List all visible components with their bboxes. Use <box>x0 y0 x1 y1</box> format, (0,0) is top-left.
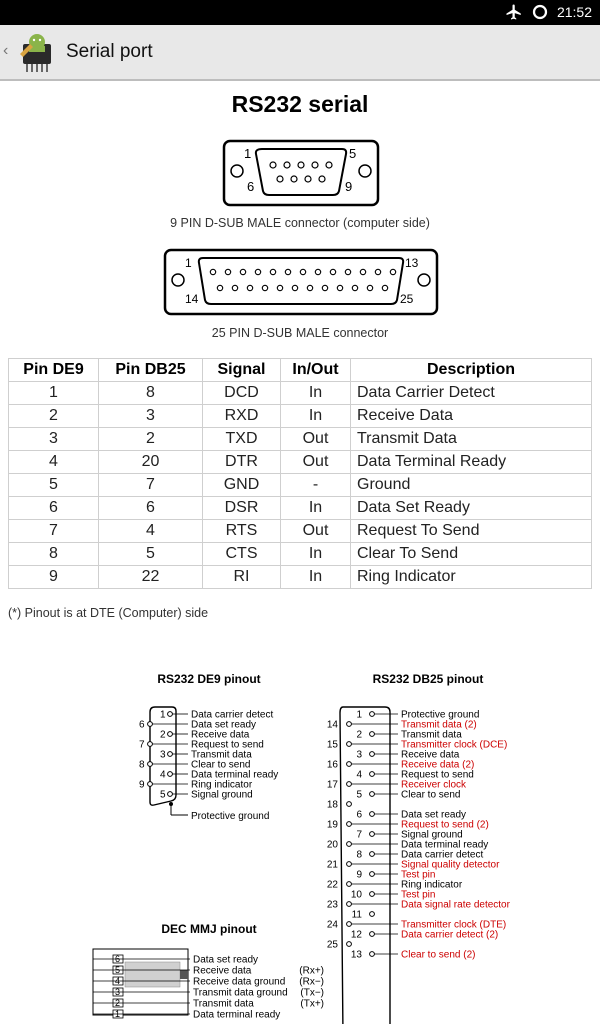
db25-pin-label: Request to send <box>401 769 474 781</box>
cell-in-out: In <box>281 497 351 520</box>
cell-pin-db25: 7 <box>99 474 203 497</box>
db25-pin-label: Transmit data (2) <box>401 719 477 731</box>
back-caret-icon: ‹ <box>3 42 9 59</box>
de9-shield-label: Protective ground <box>191 811 270 822</box>
db25-pin-number: 19 <box>326 819 338 831</box>
mmj-pin-tag: (Tx+) <box>300 998 324 1010</box>
db25-pin-number: 10 <box>350 889 362 901</box>
db25-pin-number: 25 <box>326 939 338 951</box>
db25-pin-dot <box>370 792 375 797</box>
db25-pin-number: 15 <box>326 739 338 751</box>
db25-pin-number: 7 <box>356 829 362 841</box>
cell-signal: DTR <box>203 451 281 474</box>
table-row <box>9 543 592 566</box>
db25-pin-number: 18 <box>326 799 338 811</box>
cell-description: Data Terminal Ready <box>351 451 592 474</box>
db25-pin-number: 20 <box>326 839 338 851</box>
db25-pin-label: Data set ready <box>401 809 467 821</box>
db25-pin-label: Data carrier detect <box>401 849 484 861</box>
mmj-pin-number: 3 <box>115 987 121 997</box>
de9-pin-dot <box>168 712 173 717</box>
mmj-pin-tag: (Rx−) <box>299 976 324 988</box>
cell-signal: RTS <box>203 520 281 543</box>
db25-label-14: 14 <box>185 292 199 306</box>
db25-pin-dot <box>347 722 352 727</box>
de9-pin-label: Signal ground <box>191 789 253 801</box>
cell-signal: RI <box>203 566 281 589</box>
table-row <box>9 428 592 451</box>
db25-pin-dot <box>347 782 352 787</box>
db25-pin-label: Data signal rate detector <box>401 899 510 911</box>
db9-label-5: 5 <box>349 146 357 161</box>
cell-signal: DCD <box>203 382 281 405</box>
db25-pin-label: Clear to send (2) <box>401 949 476 961</box>
mmj-pin-label: Receive data ground <box>193 976 286 988</box>
cell-signal: DSR <box>203 497 281 520</box>
db25-pinout-title: RS232 DB25 pinout <box>372 672 484 686</box>
de9-pin-number: 2 <box>160 729 166 741</box>
de9-pin-label: Transmit data <box>191 749 252 761</box>
table-row <box>9 474 592 497</box>
cell-pin-db25: 22 <box>99 566 203 589</box>
table-header-row <box>9 359 592 382</box>
db25-pin-dot <box>370 732 375 737</box>
db25-label-1: 1 <box>185 256 192 270</box>
db9-connector-diagram <box>222 139 380 207</box>
cell-description: Receive Data <box>351 405 592 428</box>
db25-pin-dot <box>370 712 375 717</box>
table-row <box>9 382 592 405</box>
cell-signal: GND <box>203 474 281 497</box>
mmj-pin-label: Transmit data ground <box>193 987 288 999</box>
cell-description: Data Set Ready <box>351 497 592 520</box>
cell-in-out: Out <box>281 428 351 451</box>
de9-pin-label: Data terminal ready <box>191 769 279 781</box>
cell-in-out: In <box>281 543 351 566</box>
db25-pin-dot <box>370 772 375 777</box>
db25-pin-dot <box>370 952 375 957</box>
db25-pin-label: Test pin <box>401 889 436 901</box>
mmj-pin-number: 6 <box>115 954 121 964</box>
de9-pin-dot <box>148 742 153 747</box>
col-header-pin-db25: Pin DB25 <box>99 359 203 382</box>
cell-description: Transmit Data <box>351 428 592 451</box>
sync-circle-icon <box>531 3 549 21</box>
mmj-pin-number: 1 <box>115 1009 121 1019</box>
cell-pin-de9: 7 <box>9 520 99 543</box>
airplane-mode-icon <box>505 3 523 21</box>
pinout-table <box>8 358 592 589</box>
cell-in-out: Out <box>281 451 351 474</box>
db25-pin-label: Ring indicator <box>401 879 463 891</box>
cell-pin-db25: 6 <box>99 497 203 520</box>
db25-pin-dot <box>347 922 352 927</box>
pinout-footnote: (*) Pinout is at DTE (Computer) side <box>8 606 209 620</box>
db25-pin-number: 9 <box>356 869 362 881</box>
up-navigation-button[interactable] <box>0 25 62 81</box>
table-row <box>9 451 592 474</box>
cell-pin-db25: 3 <box>99 405 203 428</box>
cell-in-out: Out <box>281 520 351 543</box>
db25-pin-dot <box>370 932 375 937</box>
db25-pin-dot <box>347 862 352 867</box>
cell-pin-de9: 6 <box>9 497 99 520</box>
de9-pin-number: 7 <box>139 739 145 751</box>
cell-signal: RXD <box>203 405 281 428</box>
clock: 21:52 <box>556 4 592 20</box>
cell-pin-de9: 8 <box>9 543 99 566</box>
db25-pin-number: 21 <box>326 859 338 871</box>
db25-pin-number: 17 <box>326 779 338 791</box>
db25-label-25: 25 <box>400 292 414 306</box>
db25-pin-label: Receive data <box>401 749 460 761</box>
de9-pin-dot <box>148 782 153 787</box>
cell-signal: CTS <box>203 543 281 566</box>
cell-description: Request To Send <box>351 520 592 543</box>
db25-pin-number: 3 <box>356 749 362 761</box>
cell-in-out: In <box>281 405 351 428</box>
de9-pin-dot <box>168 792 173 797</box>
db25-pin-dot <box>370 892 375 897</box>
de9-pin-number: 1 <box>160 709 166 721</box>
cell-pin-de9: 2 <box>9 405 99 428</box>
db25-pin-dot <box>347 902 352 907</box>
de9-pin-dot <box>168 752 173 757</box>
db25-pin-dot <box>370 812 375 817</box>
db25-pin-number: 24 <box>326 919 338 931</box>
db25-pin-label: Receiver clock <box>401 779 467 791</box>
db25-pinout-diagram <box>327 672 511 1024</box>
db25-connector-diagram <box>163 248 439 316</box>
db25-pin-dot <box>347 822 352 827</box>
de9-pin-label: Data set ready <box>191 719 257 731</box>
de9-pinout-diagram <box>139 672 278 822</box>
db25-pin-label: Receive data (2) <box>401 759 475 771</box>
pinout-diagrams <box>0 663 600 1024</box>
de9-pin-dot <box>148 722 153 727</box>
action-bar <box>0 25 600 81</box>
db25-pin-number: 4 <box>356 769 362 781</box>
db9-label-9: 9 <box>345 179 353 194</box>
db25-pin-dot <box>347 742 352 747</box>
de9-pin-dot <box>168 772 173 777</box>
cell-pin-db25: 20 <box>99 451 203 474</box>
mmj-pin-number: 5 <box>115 965 121 975</box>
db25-caption: 25 PIN D-SUB MALE connector <box>211 326 389 340</box>
status-bar <box>0 0 600 25</box>
cell-in-out: - <box>281 474 351 497</box>
db25-pin-label: Signal ground <box>401 829 463 841</box>
db25-label-13: 13 <box>405 256 419 270</box>
db25-pin-number: 23 <box>326 899 338 911</box>
cell-description: Data Carrier Detect <box>351 382 592 405</box>
status-icons <box>505 3 592 21</box>
mmj-pin-tag: (Tx−) <box>300 987 324 999</box>
de9-pin-label: Receive data <box>191 729 250 741</box>
db25-pin-dot <box>347 882 352 887</box>
cell-pin-de9: 5 <box>9 474 99 497</box>
db9-label-1: 1 <box>244 146 252 161</box>
db25-pin-label: Transmitter clock (DTE) <box>401 919 507 931</box>
cell-pin-db25: 4 <box>99 520 203 543</box>
db25-pin-dot <box>370 752 375 757</box>
col-header-pin-de9: Pin DE9 <box>9 359 99 382</box>
cell-in-out: In <box>281 566 351 589</box>
db25-pin-number: 12 <box>350 929 362 941</box>
db25-pin-dot <box>347 802 352 807</box>
de9-pin-label: Request to send <box>191 739 264 751</box>
db25-pin-dot <box>347 762 352 767</box>
de9-pin-number: 3 <box>160 749 166 761</box>
cell-description: Ground <box>351 474 592 497</box>
mmj-pin-number: 2 <box>115 998 121 1008</box>
db25-pin-dot <box>370 872 375 877</box>
db25-pin-number: 22 <box>326 879 338 891</box>
db25-pin-number: 2 <box>356 729 362 741</box>
db25-pin-number: 11 <box>351 909 362 921</box>
de9-pin-dot <box>148 762 153 767</box>
db25-pin-number: 1 <box>356 709 362 721</box>
db25-pin-label: Transmitter clock (DCE) <box>401 739 508 751</box>
cell-signal: TXD <box>203 428 281 451</box>
de9-pin-label: Clear to send <box>191 759 251 771</box>
db25-pin-label: Data terminal ready <box>401 839 489 851</box>
db25-pin-label: Data carrier detect (2) <box>401 929 499 941</box>
col-header-description: Description <box>351 359 592 382</box>
table-row <box>9 405 592 428</box>
de9-pin-label: Ring indicator <box>191 779 253 791</box>
db25-pin-label: Request to send (2) <box>401 819 489 831</box>
de9-pin-number: 8 <box>139 759 145 771</box>
mmj-pin-label: Data set ready <box>193 954 259 966</box>
db25-pin-number: 13 <box>350 949 362 961</box>
db25-pin-label: Test pin <box>401 869 436 881</box>
cell-pin-de9: 1 <box>9 382 99 405</box>
screen-title: Serial port <box>66 41 153 62</box>
db9-caption: 9 PIN D-SUB MALE connector (computer side) <box>170 216 430 230</box>
db25-pin-dot <box>347 842 352 847</box>
cell-in-out: In <box>281 382 351 405</box>
cell-pin-db25: 8 <box>99 382 203 405</box>
col-header-in-out: In/Out <box>281 359 351 382</box>
mmj-pin-row <box>93 987 324 999</box>
table-row <box>9 520 592 543</box>
table-row <box>9 497 592 520</box>
db25-pin-number: 6 <box>356 809 362 821</box>
cell-pin-db25: 5 <box>99 543 203 566</box>
db25-pin-dot <box>347 942 352 947</box>
db9-label-6: 6 <box>247 179 255 194</box>
cell-description: Clear To Send <box>351 543 592 566</box>
de9-pin-number: 9 <box>139 779 145 791</box>
app-logo-icon <box>16 32 58 74</box>
de9-pin-number: 5 <box>160 789 166 801</box>
db25-pin-label: Clear to send <box>401 789 461 801</box>
de9-pin-number: 4 <box>160 769 166 781</box>
de9-pin-label: Data carrier detect <box>191 709 274 721</box>
db25-pin-number: 16 <box>326 759 338 771</box>
db25-pin-label: Protective ground <box>401 709 480 721</box>
cell-pin-db25: 2 <box>99 428 203 451</box>
db25-pin-label: Signal quality detector <box>401 859 500 871</box>
db25-pin-label: Transmit data <box>401 729 462 741</box>
cell-pin-de9: 9 <box>9 566 99 589</box>
db25-pin-number: 8 <box>356 849 362 861</box>
cell-pin-de9: 3 <box>9 428 99 451</box>
de9-pinout-title: RS232 DE9 pinout <box>157 672 261 686</box>
db25-pin-number: 5 <box>356 789 362 801</box>
mmj-pinout-diagram <box>93 922 324 1021</box>
db25-pin-dot <box>370 832 375 837</box>
mmj-pin-number: 4 <box>115 976 121 986</box>
mmj-pin-label: Receive data <box>193 965 252 977</box>
cell-pin-de9: 4 <box>9 451 99 474</box>
de9-pin-dot <box>168 732 173 737</box>
db25-pin-number: 14 <box>326 719 338 731</box>
mmj-pin-row <box>93 998 324 1010</box>
table-row <box>9 566 592 589</box>
cell-description: Ring Indicator <box>351 566 592 589</box>
mmj-pin-tag: (Rx+) <box>299 965 324 977</box>
mmj-pinout-title: DEC MMJ pinout <box>161 922 257 936</box>
db25-pin-dot <box>370 852 375 857</box>
col-header-signal: Signal <box>203 359 281 382</box>
db25-pin-dot <box>370 912 375 917</box>
de9-pin-number: 6 <box>139 719 145 731</box>
mmj-pin-label: Data terminal ready <box>193 1009 281 1021</box>
page-title: RS232 serial <box>231 91 369 117</box>
mmj-pin-label: Transmit data <box>193 998 254 1010</box>
